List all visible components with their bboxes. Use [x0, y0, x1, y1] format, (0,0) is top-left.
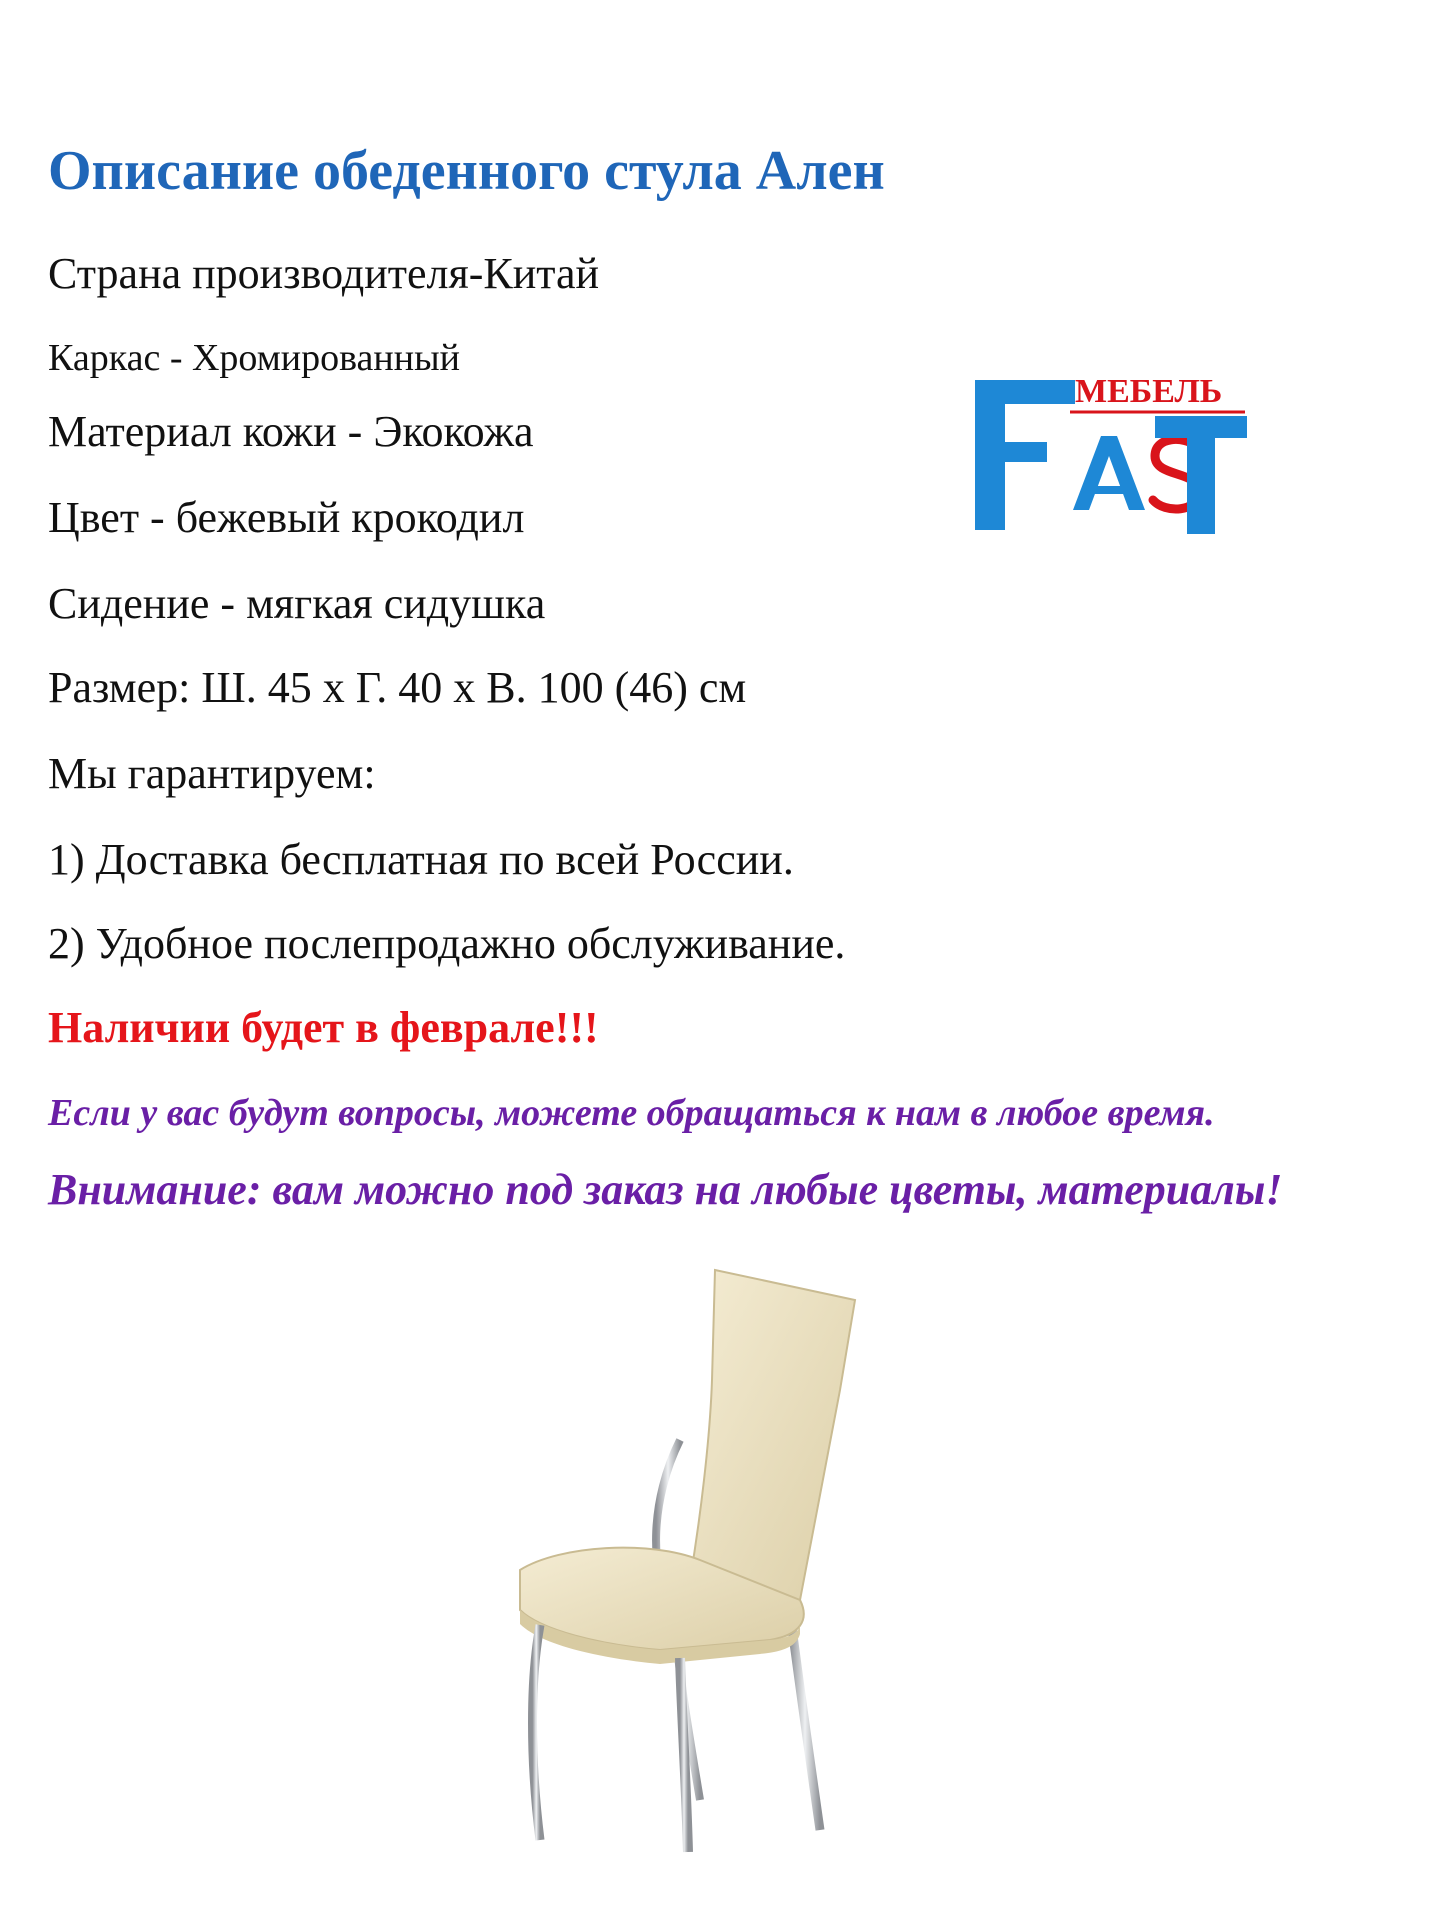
questions-note: Если у вас будут вопросы, можете обращаться к нам в любое время. [48, 1092, 1215, 1134]
spec-size: Размер: Ш. 45 х Г. 40 х В. 100 (46) см [48, 663, 747, 712]
spec-country: Страна производителя-Китай [48, 249, 600, 298]
chair-front-leg [680, 1658, 688, 1852]
chair-backrest [690, 1270, 855, 1600]
page-title: Описание обеденного стула Ален [48, 140, 885, 202]
logo-letter-a-icon [1073, 436, 1145, 510]
chair-front-leg [533, 1625, 541, 1840]
fast-mebel-logo [955, 360, 1255, 550]
chair-photo [500, 1240, 880, 1860]
guarantee-item: 1) Доставка бесплатная по всей России. [48, 835, 794, 884]
guarantee-item: 2) Удобное послепродажно обслуживание. [48, 919, 846, 968]
availability-notice: Наличии будет в феврале!!! [48, 1003, 599, 1052]
spec-seat: Сидение - мягкая сидушка [48, 579, 546, 628]
spec-material: Материал кожи - Экокожа [48, 407, 534, 456]
logo-brand-word: МЕБЕЛЬ [1075, 373, 1223, 410]
logo-letter-f-icon [975, 380, 1075, 530]
guarantee-heading: Мы гарантируем: [48, 749, 376, 798]
spec-frame: Каркас - Хромированный [48, 337, 460, 379]
custom-order-note: Внимание: вам можно под заказ на любые цветы, материалы! [48, 1165, 1283, 1214]
spec-color: Цвет - бежевый крокодил [48, 493, 525, 542]
